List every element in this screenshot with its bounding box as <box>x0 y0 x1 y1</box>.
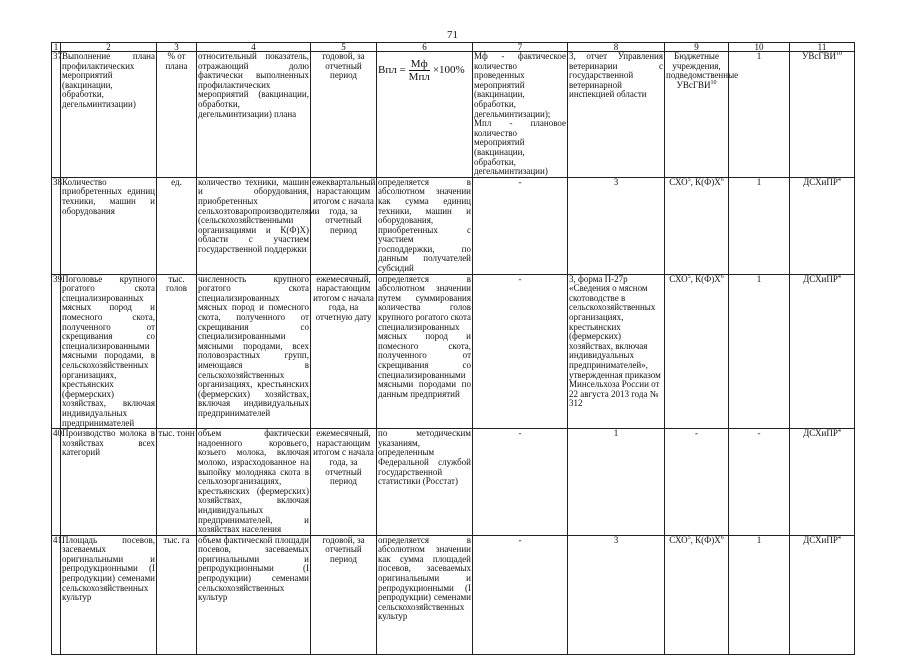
definition: относительный показатель, отражающий долю фактически выполненных профилактических мероприятий (вакцинации, обработки, дегельминтизации) плана <box>197 52 311 178</box>
definition: объем фактически надоенного коровьего, козьего молока, включая молоко, израсходованное на выпойку молодняка скота в сельхозорганизациях, крестьянских (фермерских) хозяйствах, включая индивидуальных предпринимателей, и хозяйствах населения <box>198 428 309 535</box>
subjects <box>665 177 729 274</box>
row-number: 37. <box>52 52 61 178</box>
period: ежемесячный, нарастающим итогом с начала года, за отчетный период <box>311 429 377 536</box>
column-number: 6 <box>377 43 473 52</box>
formula-denominator: Мпл <box>408 71 430 83</box>
column-number: 10 <box>729 43 790 52</box>
unit: тыс. тонн <box>157 429 197 536</box>
variables: - <box>473 274 568 429</box>
definition: численность крупного рогатого скота специализированных мясных пород и помесного скота, полученного от скрещивания со специализированными мясными породами, всех половозрастных групп, имеющаяся в сельскохозяйственных организациях, крестьянских (фермерских) хозяйствах, включая индивидуальных предпринимателей <box>197 274 311 429</box>
responsible <box>790 274 855 429</box>
responsible <box>790 535 855 654</box>
column-number: 1 <box>52 43 61 52</box>
subjects-text: СХО <box>669 176 688 187</box>
col10-value: 1 <box>729 535 790 654</box>
subjects-text: Бюджетные учреждения, подведомственные УВсГВИ <box>666 51 739 90</box>
period: годовой, за отчетный период <box>311 535 377 654</box>
footnote-mark: 5 <box>687 534 691 541</box>
subjects-text: - <box>695 428 698 439</box>
variables: - <box>473 177 568 274</box>
responsible-text: УВсГВИ <box>801 51 837 61</box>
column-number: 11 <box>790 43 855 52</box>
footnote-mark: 6 <box>720 273 724 280</box>
responsible <box>790 177 855 274</box>
col10-value: 1 <box>729 52 790 178</box>
data-source: 3 <box>568 177 665 274</box>
method: определяется в абсолютном значении как сумма площадей посевов, засеваемых оригинальными и репродукционными (I репродукции) семенами сельскохозяйственных культур <box>377 535 473 654</box>
col10-value: 1 <box>729 274 790 429</box>
subjects <box>665 429 729 536</box>
footnote-mark: 4 <box>837 273 841 280</box>
table-row <box>52 274 855 429</box>
column-number: 9 <box>665 43 729 52</box>
responsible <box>790 429 855 536</box>
col10-value: - <box>729 429 790 536</box>
column-number: 7 <box>473 43 568 52</box>
unit: ед. <box>157 177 197 274</box>
subjects <box>665 535 729 654</box>
data-source: 1 <box>568 429 665 536</box>
footnote-mark: 4 <box>837 428 841 435</box>
formula-numerator: Мф <box>410 58 428 70</box>
page-number: 71 <box>447 29 458 41</box>
period: годовой, за отчетный период <box>311 52 377 178</box>
unit: тыс. голов <box>157 274 197 429</box>
formula-rhs: ×100% <box>432 63 465 76</box>
formula-lhs: Bпл = <box>378 63 406 76</box>
formula <box>378 58 471 83</box>
row-number: 40. <box>52 429 61 536</box>
data-source: 3, форма П-27р «Сведения о мясном скотоводстве в сельскохозяйственных организациях, крестьянских (фермерских) хозяйствах, включая индивидуальных предпринимателей», утвержденная приказом Минсельхоза России от 22 августа 2013 года № 312 <box>568 274 665 429</box>
indicator-name: Площадь посевов, засеваемых оригинальными и репродукционными (I репродукции) семенами сельскохозяйственных культур <box>61 535 157 654</box>
table-row <box>52 429 855 536</box>
definition: количество техники, машин и оборудования, приобретенных сельхозтоваропроизводителями (сельскохозяйственными организациями и К(Ф)Х) области с участием государственной поддержки <box>197 177 311 274</box>
subjects <box>665 274 729 429</box>
responsible-text: ДСХиПР <box>803 176 838 187</box>
subjects-tail: , К(Ф)Х <box>690 273 721 284</box>
footnote-mark: 4 <box>837 176 841 183</box>
data-source: 3 <box>568 535 665 654</box>
indicator-name: Поголовье крупного рогатого скота специализированных мясных пород и помесного скота, полученного от скрещивания со специализированными мясными породами, в сельскохозяйственных организациях, крестьянских (фермерских) хозяйствах, включая индивидуальных предпринимателей <box>62 273 155 428</box>
variables: Мф - фактическое количество проведенных мероприятий (вакцинации, обработки, дегельминтизации); Мпл - плановое количество мероприятий (вакцинации, обработки, дегельминтизации) <box>474 51 566 177</box>
subjects-tail: , К(Ф)Х <box>690 176 721 187</box>
subjects-tail: , К(Ф)Х <box>690 534 721 545</box>
indicators-table <box>51 42 855 655</box>
responsible-text: ДСХиПР <box>803 534 838 545</box>
period: ежемесячный, нарастающим итогом с начала года, на отчетную дату <box>311 274 377 429</box>
col10-value: 1 <box>729 177 790 274</box>
responsible-text: ДСХиПР <box>803 428 838 439</box>
indicator-name: Производство молока в хозяйствах всех категорий <box>61 429 157 536</box>
row-number: 39. <box>52 274 61 429</box>
footnote-mark: 4 <box>837 534 841 541</box>
responsible-text: ДСХиПР <box>803 273 838 284</box>
table-row <box>52 177 855 274</box>
responsible <box>790 52 855 178</box>
definition: объем фактической площади посевов, засеваемых оригинальными и репродукционными (I репродукции) семенами сельскохозяйственных культур <box>197 535 311 654</box>
footnote-mark: 6 <box>720 176 724 183</box>
footnote-mark: 10 <box>710 79 717 86</box>
formula-fraction <box>407 58 432 83</box>
column-number: 2 <box>61 43 157 52</box>
variables: - <box>473 429 568 536</box>
column-number: 8 <box>568 43 665 52</box>
table-row <box>52 52 855 178</box>
row-number: 41. <box>52 535 61 654</box>
column-number: 5 <box>311 43 377 52</box>
footnote-mark: 10 <box>836 51 843 57</box>
table-row <box>52 535 855 654</box>
method: определяется в абсолютном значении путем суммирования количества голов крупного рогатого скота специализированных мясных пород и помесного скота, полученного от скрещивания со специализированными мясными породами по данным предприятий <box>377 274 473 429</box>
column-number: 3 <box>157 43 197 52</box>
subjects <box>665 51 739 178</box>
footnote-mark: 5 <box>687 176 691 183</box>
unit: % от плана <box>157 52 197 178</box>
row-number: 38 <box>52 177 61 274</box>
method: по методическим указаниям, определенным Федеральной службой государственной статистики (Росстат) <box>377 429 473 536</box>
period: ежеквартальный, нарастающим итогом с начала года, за отчетный период <box>311 177 377 274</box>
variables: - <box>473 535 568 654</box>
indicator-name: Выполнение плана профилактических мероприятий (вакцинации, обработки, дегельминтизации) <box>61 52 157 178</box>
method: определяется в абсолютном значении как сумма единиц техники, машин и оборудования, приобретенных с участием господдержки, по данным получателей субсидий <box>378 176 471 274</box>
method-formula <box>377 52 473 178</box>
column-number: 4 <box>197 43 311 52</box>
subjects-text: СХО <box>669 273 688 284</box>
footnote-mark: 5 <box>687 273 691 280</box>
data-source: 3, отчет Управления ветеринарии с государственной ветеринарной инспекцией области <box>568 52 665 178</box>
indicator-name: Количество приобретенных единиц техники, машин и оборудования <box>61 177 157 274</box>
footnote-mark: 6 <box>720 534 724 541</box>
unit: тыс. га <box>157 535 197 654</box>
subjects-text: СХО <box>669 534 688 545</box>
